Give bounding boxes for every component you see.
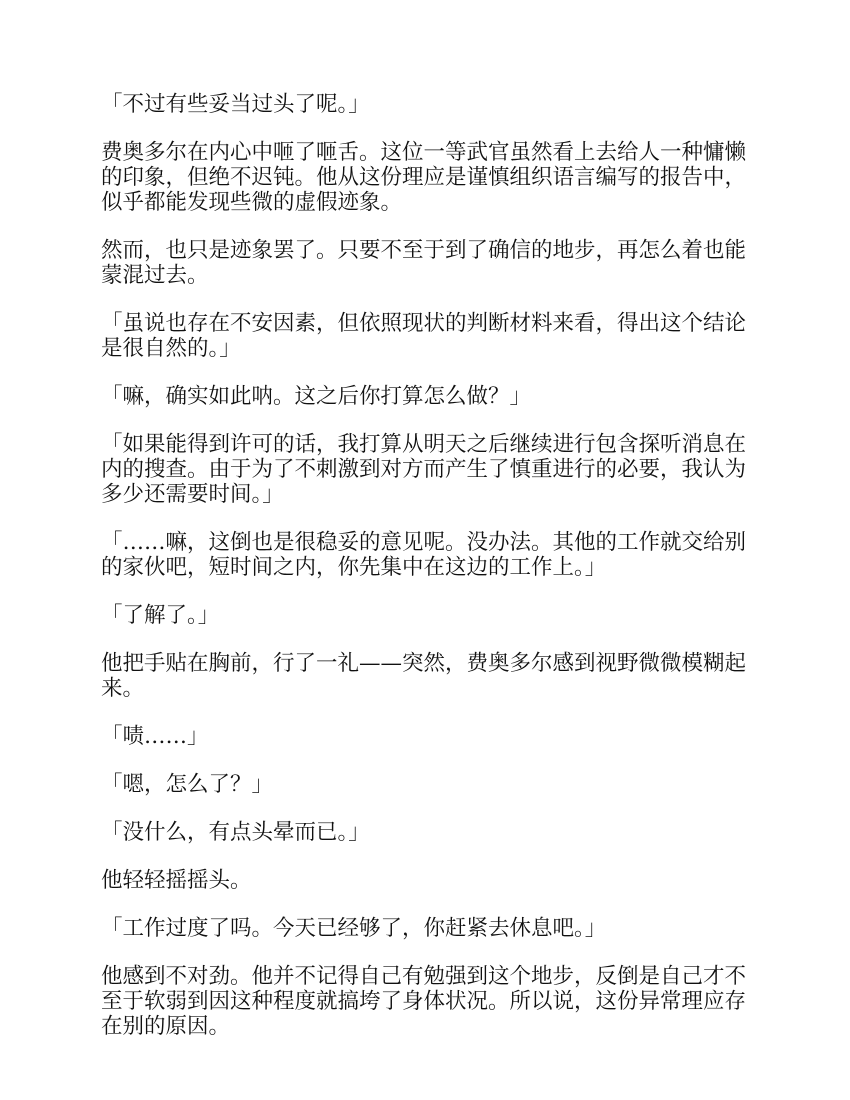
paragraph-narration: 他轻轻摇摇头。 [101, 868, 252, 893]
paragraph-dialogue: 「……嘛，这倒也是很稳妥的意见呢。没办法。其他的工作就交给别的家伙吧，短时间之内，你先集中在这边的工作上。」 [101, 530, 747, 580]
paragraph-narration: 他把手贴在胸前，行了一礼——突然，费奥多尔感到视野微微模糊起来。 [101, 651, 747, 701]
paragraph-dialogue: 「啧……」 [101, 724, 209, 749]
paragraph-dialogue: 「没什么，有点头晕而已。」 [101, 820, 370, 845]
paragraph-narration: 他感到不对劲。他并不记得自己有勉强到这个地步，反倒是自己才不至于软弱到因这种程度就搞垮了身体状况。所以说，这份异常理应存在别的原因。 [101, 964, 747, 1039]
paragraph-dialogue: 「如果能得到许可的话，我打算从明天之后继续进行包含探听消息在内的搜查。由于为了不刺激到对方而产生了慎重进行的必要，我认为多少还需要时间。」 [101, 432, 747, 507]
document-page [101, 92, 749, 1062]
paragraph-dialogue: 「嘛，确实如此呐。这之后你打算怎么做？」 [101, 384, 532, 409]
paragraph-narration: 费奥多尔在内心中咂了咂舌。这位一等武官虽然看上去给人一种慵懒的印象，但绝不迟钝。他从这份理应是谨慎组织语言编写的报告中，似乎都能发现些微的虚假迹象。 [101, 140, 747, 215]
paragraph-dialogue: 「不过有些妥当过头了呢。」 [101, 92, 370, 117]
paragraph-dialogue: 「了解了。」 [101, 603, 220, 628]
paragraph-dialogue: 「工作过度了吗。今天已经够了，你赶紧去休息吧。」 [101, 916, 607, 941]
paragraph-dialogue: 「嗯，怎么了？」 [101, 772, 274, 797]
paragraph-dialogue: 「虽说也存在不安因素，但依照现状的判断材料来看，得出这个结论是很自然的。」 [101, 311, 747, 361]
paragraph-narration: 然而，也只是迹象罢了。只要不至于到了确信的地步，再怎么着也能蒙混过去。 [101, 238, 747, 288]
